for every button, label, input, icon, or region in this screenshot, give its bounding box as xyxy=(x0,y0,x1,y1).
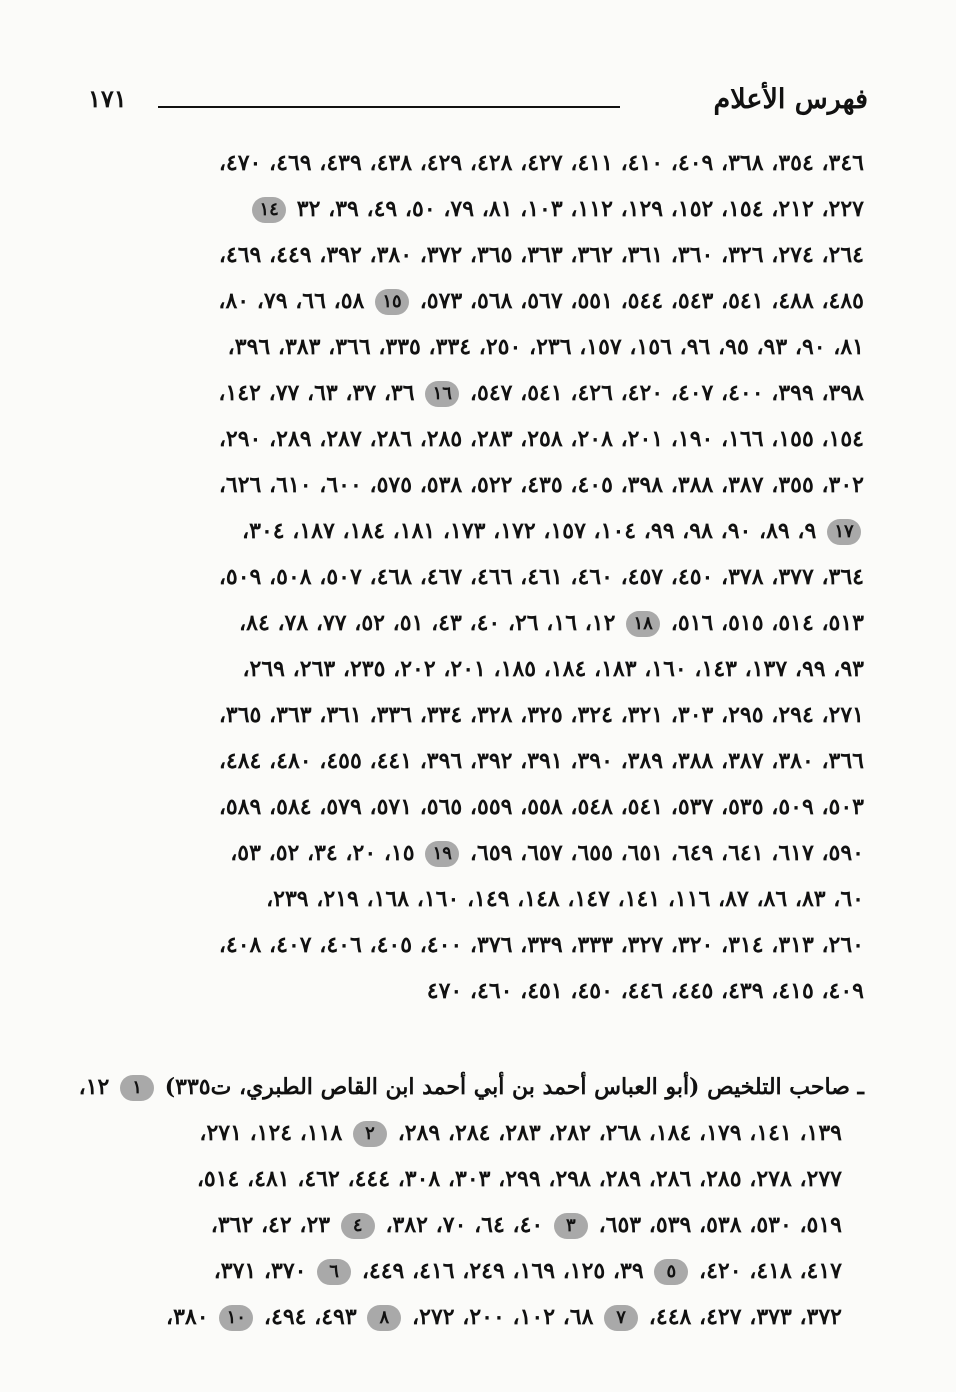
index-line: ٢٦٤، ٢٧٤، ٣٢٦، ٣٦٠، ٣٦١، ٣٦٢، ٣٦٣، ٣٦٥، ٣٧٢، ٣٨٠، ٣٩٢، ٤٤٩، ٤٦٩، xyxy=(218,242,864,268)
entry-heading-line: ـ صاحب التلخيص (أبو العباس أحمد بن أبي أحمد ابن القاص الطبري، ت٣٣٥) ١ ١٢، xyxy=(78,1074,864,1100)
section-badge: ١٦ xyxy=(425,381,459,407)
page-title: فهرس الأعلام xyxy=(713,84,868,115)
index-line: ٣٠٢، ٣٥٥، ٣٨٧، ٣٨٨، ٣٩٨، ٤٠٥، ٤٣٥، ٥٢٢، ٥٣٨، ٥٧٥، ٦٠٠، ٦١٠، ٦٢٦، xyxy=(218,472,864,498)
index-line: ٨١، ٩٠، ٩٣، ٩٥، ٩٦، ١٥٦، ١٥٧، ٢٣٦، ٢٥٠، ٣٣٤، ٣٣٥، ٣٦٦، ٣٨٣، ٣٩٦، xyxy=(227,334,864,360)
section-badge: ١٧ xyxy=(827,519,861,545)
page-number: ١٧١ xyxy=(88,84,127,113)
section-badge: ٨ xyxy=(367,1305,401,1331)
index-line: ٣٦٦، ٣٨٠، ٣٨٧، ٣٨٨، ٣٨٩، ٣٩٠، ٣٩١، ٣٩٢، ٣٩٦، ٤٤١، ٤٥٥، ٤٨٠، ٤٨٤، xyxy=(218,748,864,774)
index-line: ٢٦٠، ٣١٣، ٣١٤، ٣٢٠، ٣٢٧، ٣٣٣، ٣٣٩، ٣٧٦، ٤٠٠، ٤٠٥، ٤٠٦، ٤٠٧، ٤٠٨، xyxy=(218,932,864,958)
index-line: ٥١٣، ٥١٤، ٥١٥، ٥١٦، ١٨ ١٢، ١٦، ٢٦، ٤٠، ٤٣، ٥١، ٥٢، ٧٧، ٧٨، ٨٤، xyxy=(239,610,864,636)
section-badge: ١٨ xyxy=(626,611,660,637)
index-line: ٢٧١، ٢٩٤، ٢٩٥، ٣٠٣، ٣٢١، ٣٢٤، ٣٢٥، ٣٢٨، ٣٣٤، ٣٣٦، ٣٦١، ٣٦٣، ٣٦٥، xyxy=(218,702,864,728)
index-line: ١٥٤، ١٥٥، ١٦٦، ١٩٠، ٢٠١، ٢٠٨، ٢٥٨، ٢٨٣، ٢٨٥، ٢٨٦، ٢٨٧، ٢٨٩، ٢٩٠، xyxy=(218,426,864,452)
index-line: ٤٨٥، ٤٨٨، ٥٤١، ٥٤٣، ٥٤٤، ٥٥١، ٥٦٧، ٥٦٨، ٥٧٣، ١٥ ٥٨، ٦٦، ٧٩، ٨٠، xyxy=(218,288,864,314)
index-line: ٥٩٠، ٦١٧، ٦٤١، ٦٤٩، ٦٥١، ٦٥٥، ٦٥٧، ٦٥٩، ١٩ ١٥، ٢٠، ٣٤، ٥٢، ٥٣، xyxy=(230,840,864,866)
page-header xyxy=(88,80,868,120)
index-line: ٣٩٨، ٣٩٩، ٤٠٠، ٤٠٧، ٤٢٠، ٤٢٦، ٥٤١، ٥٤٧، ١٦ ٣٦، ٣٧، ٦٣، ٧٧، ١٤٢، xyxy=(218,380,864,406)
index-line: ٣٤٦، ٣٥٤، ٣٦٨، ٤٠٩، ٤١٠، ٤١١، ٤٢٧، ٤٢٨، ٤٢٩، ٤٣٨، ٤٣٩، ٤٦٩، ٤٧٠، xyxy=(218,150,864,176)
index-body xyxy=(78,140,864,1340)
index-line: ٢٧٧، ٢٧٨، ٢٨٥، ٢٨٦، ٢٨٩، ٢٩٨، ٢٩٩، ٣٠٣، ٣٠٨، ٤٤٤، ٤٦٢، ٤٨١، ٥١٤، xyxy=(196,1166,842,1192)
index-line: ٦٠، ٨٣، ٨٦، ٨٧، ١١٦، ١٤١، ١٤٧، ١٤٨، ١٤٩، ١٦٠، ١٦٨، ٢١٩، ٢٣٩، xyxy=(266,886,864,912)
section-badge: ١٩ xyxy=(425,841,459,867)
section-badge: ٥ xyxy=(654,1259,688,1285)
section-badge: ١٠ xyxy=(219,1305,253,1331)
index-line: ٣٧٢، ٣٧٣، ٤٢٧، ٤٤٨، ٧ ٦٨، ١٠٢، ٢٠٠، ٢٧٢، ٨ ٤٩٣، ٤٩٤، ١٠ ٣٨٠، xyxy=(166,1304,842,1330)
index-line: ٥١٩، ٥٣٠، ٥٣٨، ٥٣٩، ٦٥٣، ٣ ٤٠، ٦٤، ٧٠، ٣٨٢، ٤ ٢٣، ٤٢، ٣٦٢، xyxy=(210,1212,842,1238)
index-line: ٣٦٤، ٣٧٧، ٣٧٨، ٤٥٠، ٤٥٧، ٤٦٠، ٤٦١، ٤٦٦، ٤٦٧، ٤٦٨، ٥٠٧، ٥٠٨، ٥٠٩، xyxy=(218,564,864,590)
header-rule xyxy=(158,106,620,108)
index-line: ٥٠٣، ٥٠٩، ٥٣٥، ٥٣٧، ٥٤١، ٥٤٨، ٥٥٨، ٥٥٩، ٥٦٥، ٥٧١، ٥٧٩، ٥٨٤، ٥٨٩، xyxy=(218,794,864,820)
section-badge: ٦ xyxy=(317,1259,351,1285)
section-badge: ١ xyxy=(120,1075,154,1101)
index-line: ٤٠٩، ٤١٥، ٤٣٩، ٤٤٥، ٤٤٦، ٤٥٠، ٤٥١، ٤٦٠، ٤٧٠ xyxy=(426,978,864,1004)
section-badge: ٧ xyxy=(604,1305,638,1331)
section-badge: ٣ xyxy=(554,1213,588,1239)
index-line: ٩٣، ٩٩، ١٣٧، ١٤٣، ١٦٠، ١٨٣، ١٨٤، ١٨٥، ٢٠١، ٢٠٢، ٢٣٥، ٢٦٣، ٢٦٩، xyxy=(242,656,864,682)
index-line: ٤١٧، ٤١٨، ٤٢٠، ٥ ٣٩، ١٢٥، ١٦٩، ٢٤٩، ٤١٦، ٤٤٩، ٦ ٣٧٠، ٣٧١، xyxy=(213,1258,842,1284)
section-badge: ٤ xyxy=(341,1213,375,1239)
entry-name: ـ صاحب التلخيص (أبو العباس أحمد بن أبي أحمد ابن القاص الطبري، ت٣٣٥) xyxy=(164,1074,864,1100)
entry-gap xyxy=(92,1014,864,1064)
index-line: ١٧ ٩، ٨٩، ٩٠، ٩٨، ٩٩، ١٠٤، ١٥٧، ١٧٢، ١٧٣، ١٨١، ١٨٤، ١٨٧، ٣٠٤، xyxy=(92,508,864,554)
section-badge: ٢ xyxy=(353,1121,387,1147)
section-badge: ١٤ xyxy=(252,197,286,223)
section-badge: ١٥ xyxy=(375,289,409,315)
index-line: ٢٢٧، ٢١٢، ١٥٤، ١٥٢، ١٢٩، ١١٢، ١٠٣، ٨١، ٧٩، ٥٠، ٤٩، ٣٩، ٣٢ ١٤ xyxy=(92,186,864,232)
index-line: ١٣٩، ١٤١، ١٧٩، ١٨٤، ٢٦٨، ٢٨٢، ٢٨٣، ٢٨٤، ٢٨٩، ٢ ١١٨، ١٢٤، ٢٧١، xyxy=(199,1120,842,1146)
